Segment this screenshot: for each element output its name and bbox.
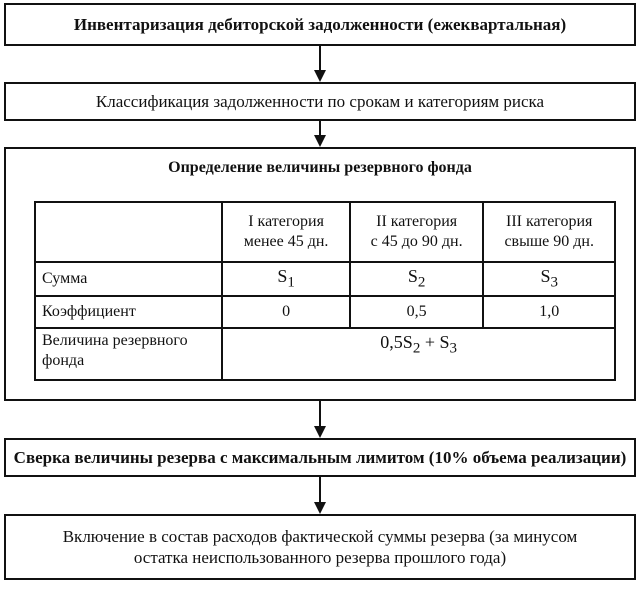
row-label-coefficient: Коэффициент <box>35 296 222 328</box>
table-row-coefficient <box>35 296 615 328</box>
step-expense-inclusion <box>4 514 636 580</box>
step-limit-check <box>4 438 636 477</box>
step-classification-text: Классификация задолженности по срокам и категориям риска <box>95 91 545 111</box>
step-reserve-fund <box>4 147 636 401</box>
step-inventory-text: Инвентаризация дебиторской задолженности (ежеквартальная) <box>73 14 567 34</box>
arrow-down-icon <box>314 46 326 82</box>
step-limit-check-text: Сверка величины резерва с максимальным лимитом (10% объема реализации) <box>13 447 627 467</box>
cell-coef-cat1: 0 <box>222 296 350 328</box>
cell-sum-cat3: $S_3$ <box>483 262 615 296</box>
row-label-fund: Величина резервного фонда <box>35 328 222 380</box>
reserve-fund-title: Определение величины резервного фонда <box>168 159 472 176</box>
cell-fund-formula: $0,5S_2 + S_3$ <box>222 328 615 380</box>
step-expense-line1: Включение в состав расходов фактической суммы резерва (за минусом <box>62 526 578 546</box>
table-row-fund <box>35 328 615 380</box>
table-header-row <box>35 202 615 262</box>
cell-sum-cat2: $S_2$ <box>350 262 484 296</box>
row-label-sum: Сумма <box>35 262 222 296</box>
table-corner-cell <box>35 202 222 262</box>
table-row-sum <box>35 262 615 296</box>
step-inventory <box>4 3 636 46</box>
column-header-cat2: II категория с 45 до 90 дн. <box>350 202 484 262</box>
column-header-cat1: I категория менее 45 дн. <box>222 202 350 262</box>
column-header-cat3: III категория свыше 90 дн. <box>483 202 615 262</box>
reserve-table <box>34 201 616 381</box>
cell-coef-cat2: 0,5 <box>350 296 484 328</box>
cell-sum-cat1: $S_1$ <box>222 262 350 296</box>
arrow-down-icon <box>314 401 326 438</box>
arrow-down-icon <box>314 477 326 514</box>
step-expense-line2: остатка неиспользованного резерва прошлого года) <box>133 548 507 567</box>
step-classification <box>4 82 636 121</box>
arrow-down-icon <box>314 121 326 147</box>
cell-coef-cat3: 1,0 <box>483 296 615 328</box>
